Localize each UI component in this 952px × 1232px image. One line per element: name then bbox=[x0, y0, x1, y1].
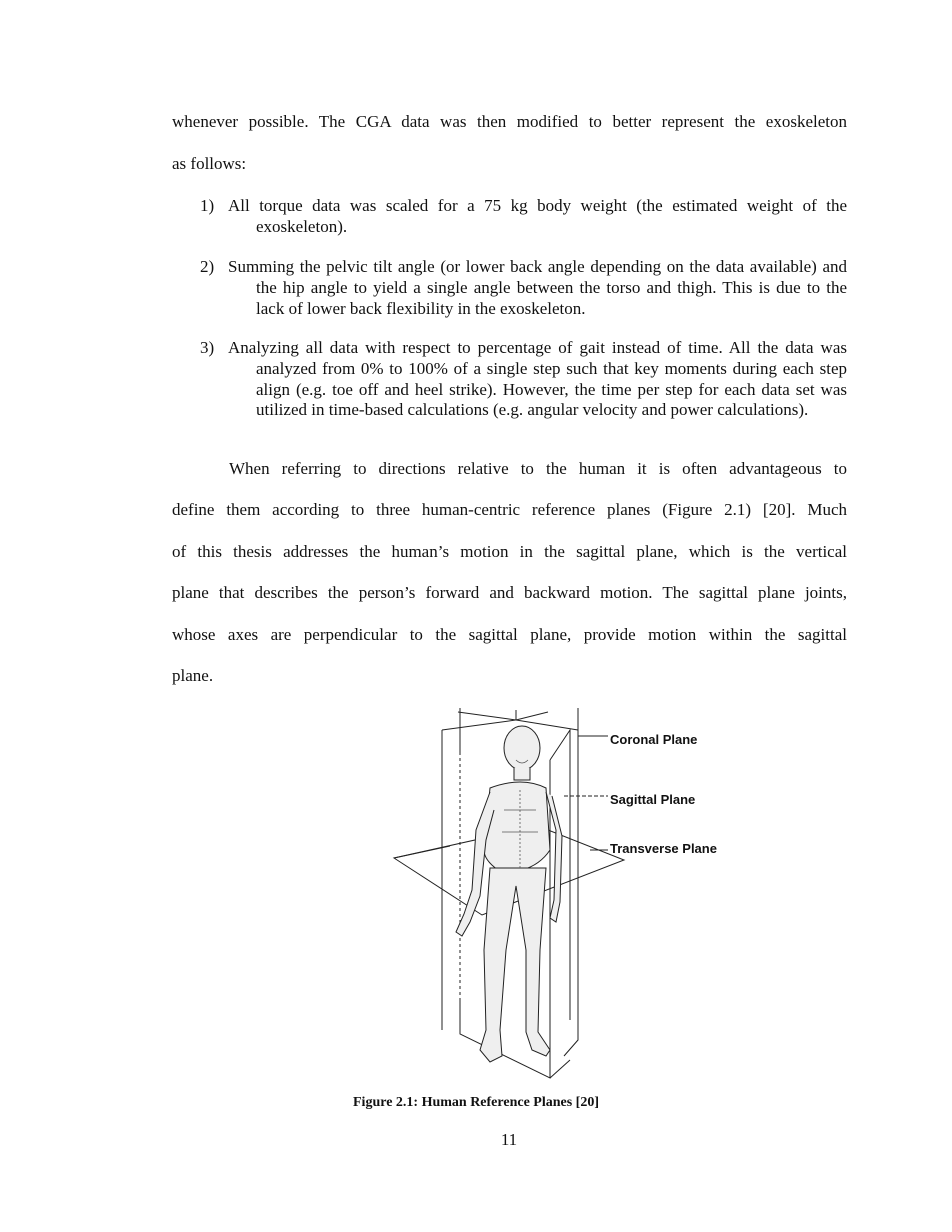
list-number: 3) bbox=[200, 338, 215, 357]
figure-reference-planes bbox=[380, 700, 760, 1090]
intro-line-1: whenever possible. The CGA data was then modified to better represent the exoskeleton bbox=[172, 112, 847, 131]
list-item-2 bbox=[200, 257, 847, 319]
transverse-plane-label: Transverse Plane bbox=[610, 841, 717, 856]
figure-caption: Figure 2.1: Human Reference Planes [20] bbox=[353, 1095, 599, 1110]
paragraph-line-1: When referring to directions relative to the human it is often advantageous to bbox=[229, 459, 847, 478]
list-number: 1) bbox=[200, 196, 215, 215]
paragraph-line-3: of this thesis addresses the human’s motion in the sagittal plane, which is the vertical bbox=[172, 542, 847, 561]
list-text: Analyzing all data with respect to percentage of gait instead of time. All the data was analyzed from 0% to 100% of a single step such that key moments during each step align (e.g. toe off and heel strike). However, the time per step for each data set was utilized in time-based calculations (e.g. angular velocity and power calculations). bbox=[228, 338, 847, 420]
intro-line-2: as follows: bbox=[172, 154, 247, 173]
paragraph-line-5: whose axes are perpendicular to the sagittal plane, provide motion within the sagittal bbox=[172, 625, 847, 644]
list-number: 2) bbox=[200, 257, 215, 276]
coronal-plane-label: Coronal Plane bbox=[610, 732, 698, 747]
list-item-1 bbox=[200, 196, 847, 238]
human-planes-illustration bbox=[380, 700, 760, 1090]
sagittal-plane-label: Sagittal Plane bbox=[610, 792, 696, 807]
paragraph-line-6: plane. bbox=[172, 666, 214, 685]
paragraph-line-2: define them according to three human-centric reference planes (Figure 2.1) [20]. Much bbox=[172, 500, 847, 519]
list-item-3 bbox=[200, 338, 847, 421]
list-text: All torque data was scaled for a 75 kg body weight (the estimated weight of the exoskeleton). bbox=[228, 196, 847, 236]
list-text: Summing the pelvic tilt angle (or lower back angle depending on the data available) and the hip angle to yield a single angle between the torso and thigh. This is due to the lack of lower back flexibility in the exoskeleton. bbox=[228, 257, 847, 318]
paragraph-line-4: plane that describes the person’s forward and backward motion. The sagittal plane joints, bbox=[172, 583, 847, 602]
page-number: 11 bbox=[500, 1130, 518, 1149]
